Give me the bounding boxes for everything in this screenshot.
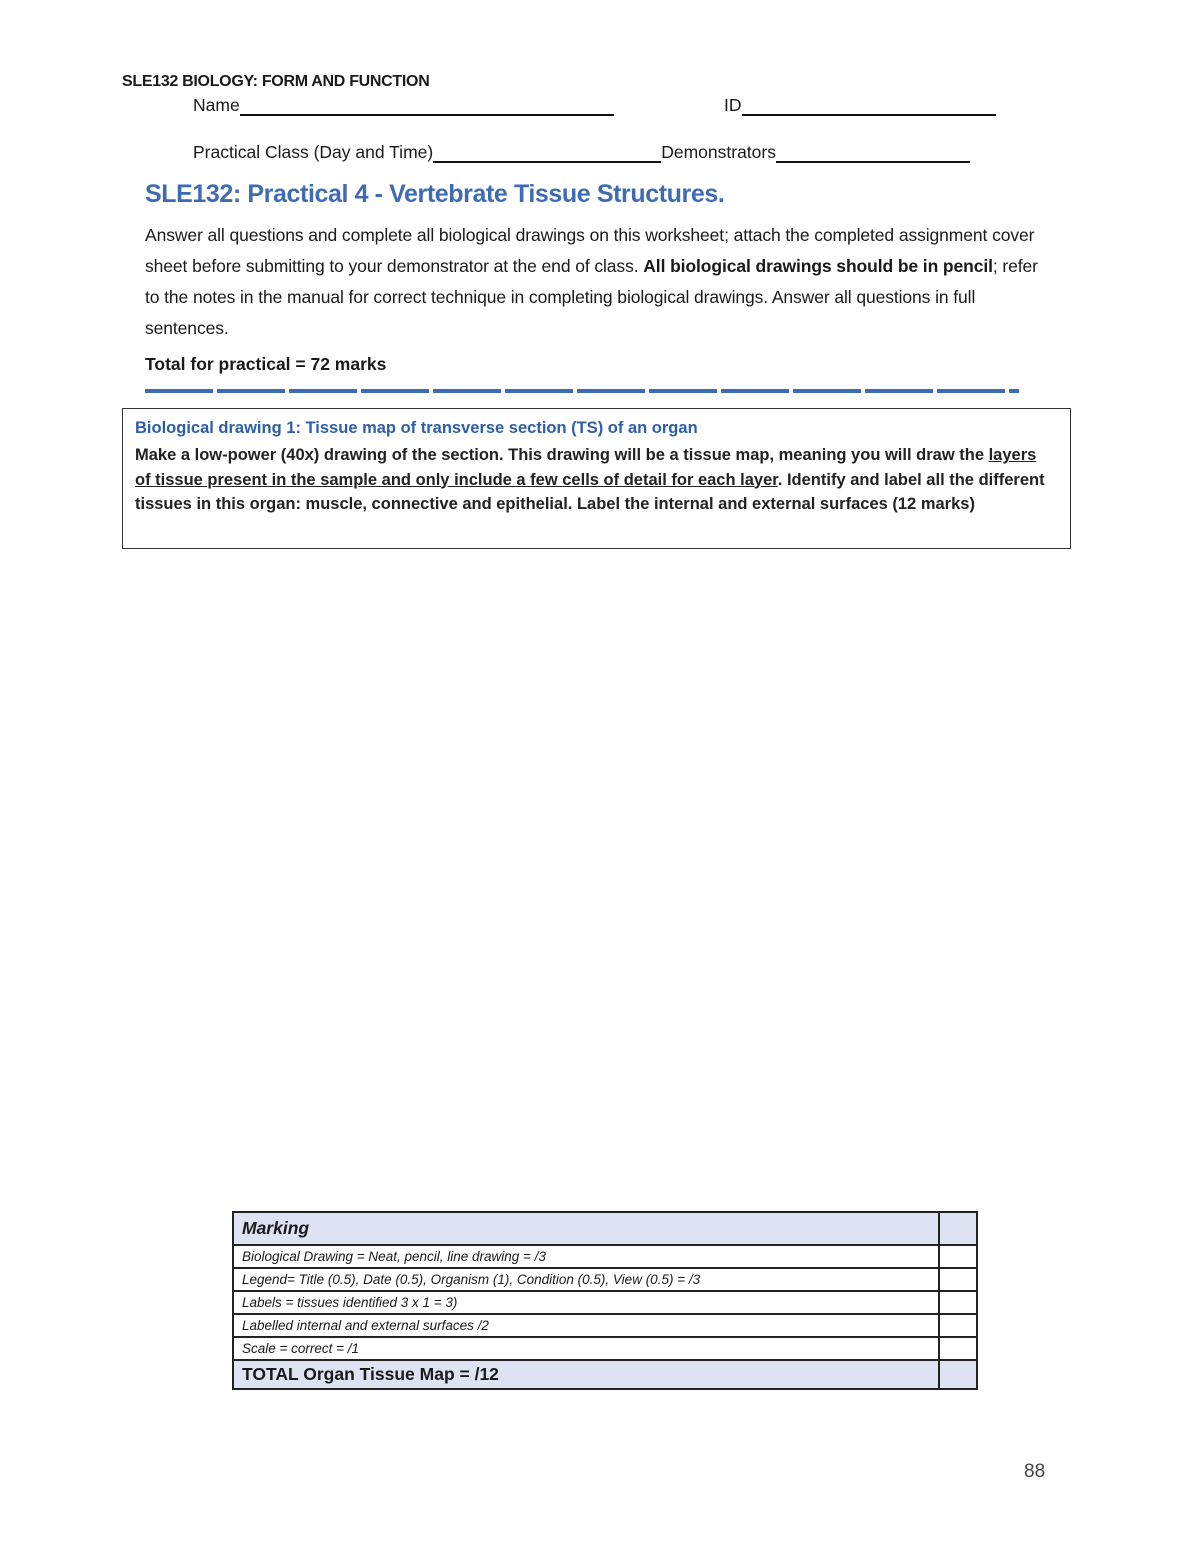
marking-table [232, 1211, 978, 1390]
id-blank[interactable] [742, 95, 996, 116]
task-description [135, 443, 1053, 517]
task-text: Make a low-power (40x) drawing of the section. This drawing will be a tissue map, meaning you will draw the [135, 446, 984, 464]
name-blank[interactable] [240, 95, 614, 116]
criterion: Labelled internal and external surfaces /2 [233, 1314, 939, 1337]
task-underlined-text: layers of tissue present in the sample and only include a few cells of detail for each layer [135, 446, 1037, 489]
score-cell[interactable] [939, 1212, 977, 1245]
name-label: Name [193, 95, 240, 115]
instructions-text-cont: ; refer to the notes in the manual for correct technique in completing biological drawings. Answer all questions in full sentences. [145, 256, 1038, 338]
demonstrators-blank[interactable] [776, 142, 970, 163]
criterion: Biological Drawing = Neat, pencil, line drawing = /3 [233, 1245, 939, 1268]
table-row [233, 1291, 977, 1314]
practical-title: SLE132: Practical 4 - Vertebrate Tissue Structures. [145, 180, 725, 208]
instructions-paragraph [145, 220, 1045, 344]
practical-class-field[interactable] [193, 142, 970, 163]
table-row [233, 1268, 977, 1291]
instructions-text: Answer all questions and complete all biological drawings on this worksheet; attach the completed assignment cover sheet before submitting to your demonstrator at the end of class. [145, 225, 1035, 276]
pencil-requirement: All biological drawings should be in pencil [643, 256, 993, 276]
table-row [233, 1314, 977, 1337]
course-title: SLE132 BIOLOGY: FORM AND FUNCTION [122, 73, 430, 90]
section-divider [145, 389, 1019, 393]
id-field[interactable] [724, 95, 996, 116]
id-label: ID [724, 95, 742, 115]
table-row [233, 1245, 977, 1268]
score-cell[interactable] [939, 1245, 977, 1268]
practical-class-label: Practical Class (Day and Time) [193, 142, 434, 162]
score-cell[interactable] [939, 1291, 977, 1314]
drawing-task-box [122, 408, 1071, 549]
marking-heading: Marking [233, 1212, 939, 1245]
score-cell[interactable] [939, 1337, 977, 1360]
demonstrators-label: Demonstrators [661, 142, 776, 162]
score-cell[interactable] [939, 1268, 977, 1291]
name-field[interactable] [193, 95, 614, 116]
drawing-area[interactable] [122, 560, 1071, 1190]
total-score-cell[interactable] [939, 1360, 977, 1389]
marking-total-row [233, 1360, 977, 1389]
marking-total: TOTAL Organ Tissue Map = /12 [233, 1360, 939, 1389]
marking-header-row [233, 1212, 977, 1245]
criterion: Labels = tissues identified 3 x 1 = 3) [233, 1291, 939, 1314]
practical-total: Total for practical = 72 marks [145, 354, 387, 374]
criterion: Legend= Title (0.5), Date (0.5), Organism (1), Condition (0.5), View (0.5) = /3 [233, 1268, 939, 1291]
practical-class-blank[interactable] [433, 142, 661, 163]
criterion: Scale = correct = /1 [233, 1337, 939, 1360]
task-text-cont: . Identify and label all the different tissues in this organ: muscle, connective and epithelial. Label the internal and external surfaces (12 marks) [135, 470, 1045, 513]
task-heading: Biological drawing 1: Tissue map of transverse section (TS) of an organ [135, 419, 698, 437]
score-cell[interactable] [939, 1314, 977, 1337]
table-row [233, 1337, 977, 1360]
page-number: 88 [1024, 1461, 1046, 1482]
